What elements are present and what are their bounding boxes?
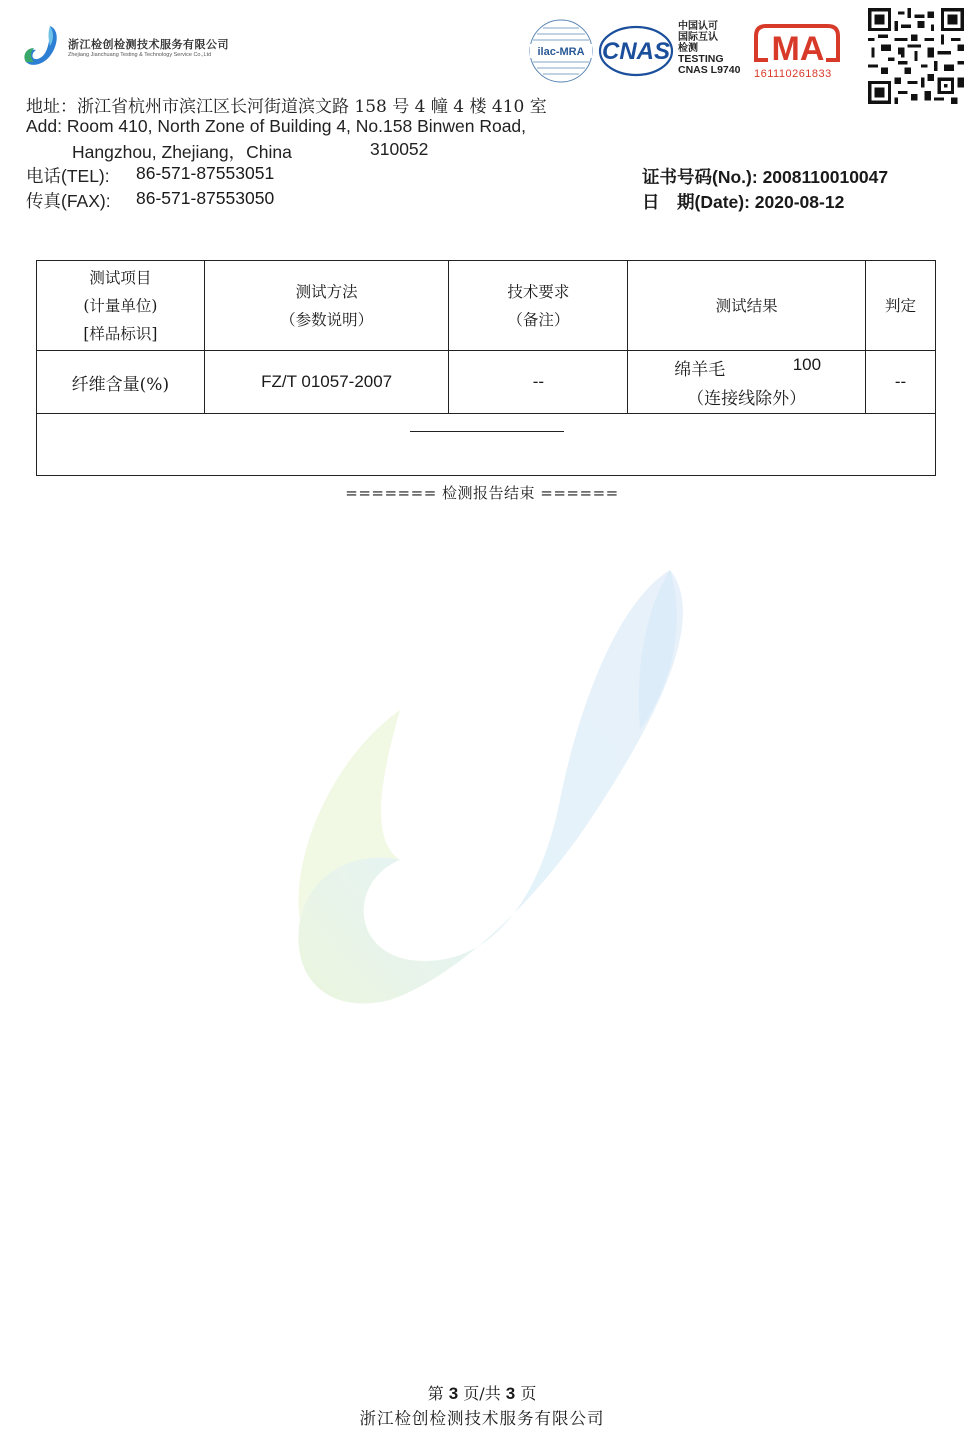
cell-test-method: FZ/T 01057-2007	[204, 351, 449, 414]
page-prefix: 第	[427, 1384, 444, 1403]
certificate-number	[642, 164, 888, 189]
blank-divider	[410, 431, 564, 432]
table-row	[37, 351, 936, 414]
cell-result	[628, 351, 866, 414]
header-judgement: 判定	[866, 261, 936, 351]
cnas-logo-icon	[598, 24, 674, 78]
cma-number: 161110261833	[754, 68, 832, 80]
ilac-mra-logo-icon	[528, 18, 594, 84]
table-blank-row	[37, 414, 936, 476]
header-test-item-l3: [样品标识]	[83, 324, 158, 343]
company-name-cn: 浙江检创检测技术服务有限公司	[68, 38, 229, 51]
header-requirement-l2: （备注）	[507, 310, 570, 329]
certificate-number-value: 2008110010047	[762, 167, 889, 187]
cnas-accreditation-text	[678, 21, 740, 76]
cnas-text: CNAS	[601, 38, 671, 65]
header-requirement	[449, 261, 628, 351]
result-line1	[628, 355, 865, 380]
ma-text: MA	[771, 30, 825, 66]
address-en-line1: Add: Room 410, North Zone of Building 4, No.158 Binwen Road,	[26, 116, 527, 136]
cnas-testing: TESTING	[678, 53, 724, 65]
tel-value: 86-571-87553051	[136, 163, 275, 183]
page-suffix: 页	[520, 1384, 537, 1403]
address-cn: 地址：浙江省杭州市滨江区长河街道滨文路 158 号 4 幢 4 楼 410 室	[26, 97, 547, 117]
header-test-method-l2: （参数说明）	[280, 310, 374, 329]
page-total: 3	[505, 1384, 516, 1403]
watermark-logo-icon	[290, 560, 710, 1020]
cell-judgement: --	[866, 351, 936, 414]
page-number	[0, 1381, 964, 1404]
header-requirement-l1: 技术要求	[507, 282, 570, 301]
cnas-cn-line3: 检测	[678, 43, 698, 54]
test-results-table	[36, 260, 936, 476]
result-note: （连接线除外）	[687, 389, 807, 409]
blank-cell	[37, 414, 936, 476]
cell-test-item: 纤维含量(%)	[37, 351, 205, 414]
cnas-cn-line1: 中国认可	[678, 21, 718, 32]
header-test-item-l2: (计量单位)	[83, 296, 158, 315]
ilac-text: ilac-MRA	[537, 46, 585, 58]
cell-requirement: --	[449, 351, 628, 414]
address-en-line2: Hangzhou, Zhejiang，China	[72, 142, 292, 162]
cnas-number: CNAS L9740	[678, 64, 741, 76]
qr-code-icon	[868, 8, 964, 104]
page-middle: 页/共	[463, 1384, 501, 1403]
header-test-item-l1: 测试项目	[89, 268, 152, 287]
tel-label: 电话(TEL):	[26, 166, 110, 186]
certificate-date-value: 2020-08-12	[754, 192, 845, 212]
company-logo-icon	[20, 24, 64, 68]
fax-label: 传真(FAX):	[26, 191, 111, 211]
fax-value: 86-571-87553050	[136, 188, 275, 208]
header-test-method-l1: 测试方法	[295, 282, 358, 301]
certificate-date-label: 日 期(Date):	[642, 192, 750, 212]
postal-code: 310052	[370, 139, 429, 159]
result-fiber: 绵羊毛	[674, 360, 726, 380]
report-end-mark: ======= 检测报告结束 ======	[345, 484, 619, 502]
result-value: 100	[792, 355, 822, 374]
page-current: 3	[448, 1384, 459, 1403]
header-test-method	[204, 261, 449, 351]
header-result: 测试结果	[628, 261, 866, 351]
cma-logo-icon	[752, 20, 842, 66]
certificate-number-label: 证书号码(No.):	[642, 167, 758, 187]
table-header-row	[37, 261, 936, 351]
cnas-cn-line2: 国际互认	[678, 32, 718, 43]
footer-company-name: 浙江检创检测技术服务有限公司	[359, 1409, 605, 1428]
certificate-date	[642, 189, 844, 214]
header-test-item	[37, 261, 205, 351]
company-name-en: Zhejiang Jianchuang Testing & Technology Service Co.,Ltd	[68, 52, 212, 58]
